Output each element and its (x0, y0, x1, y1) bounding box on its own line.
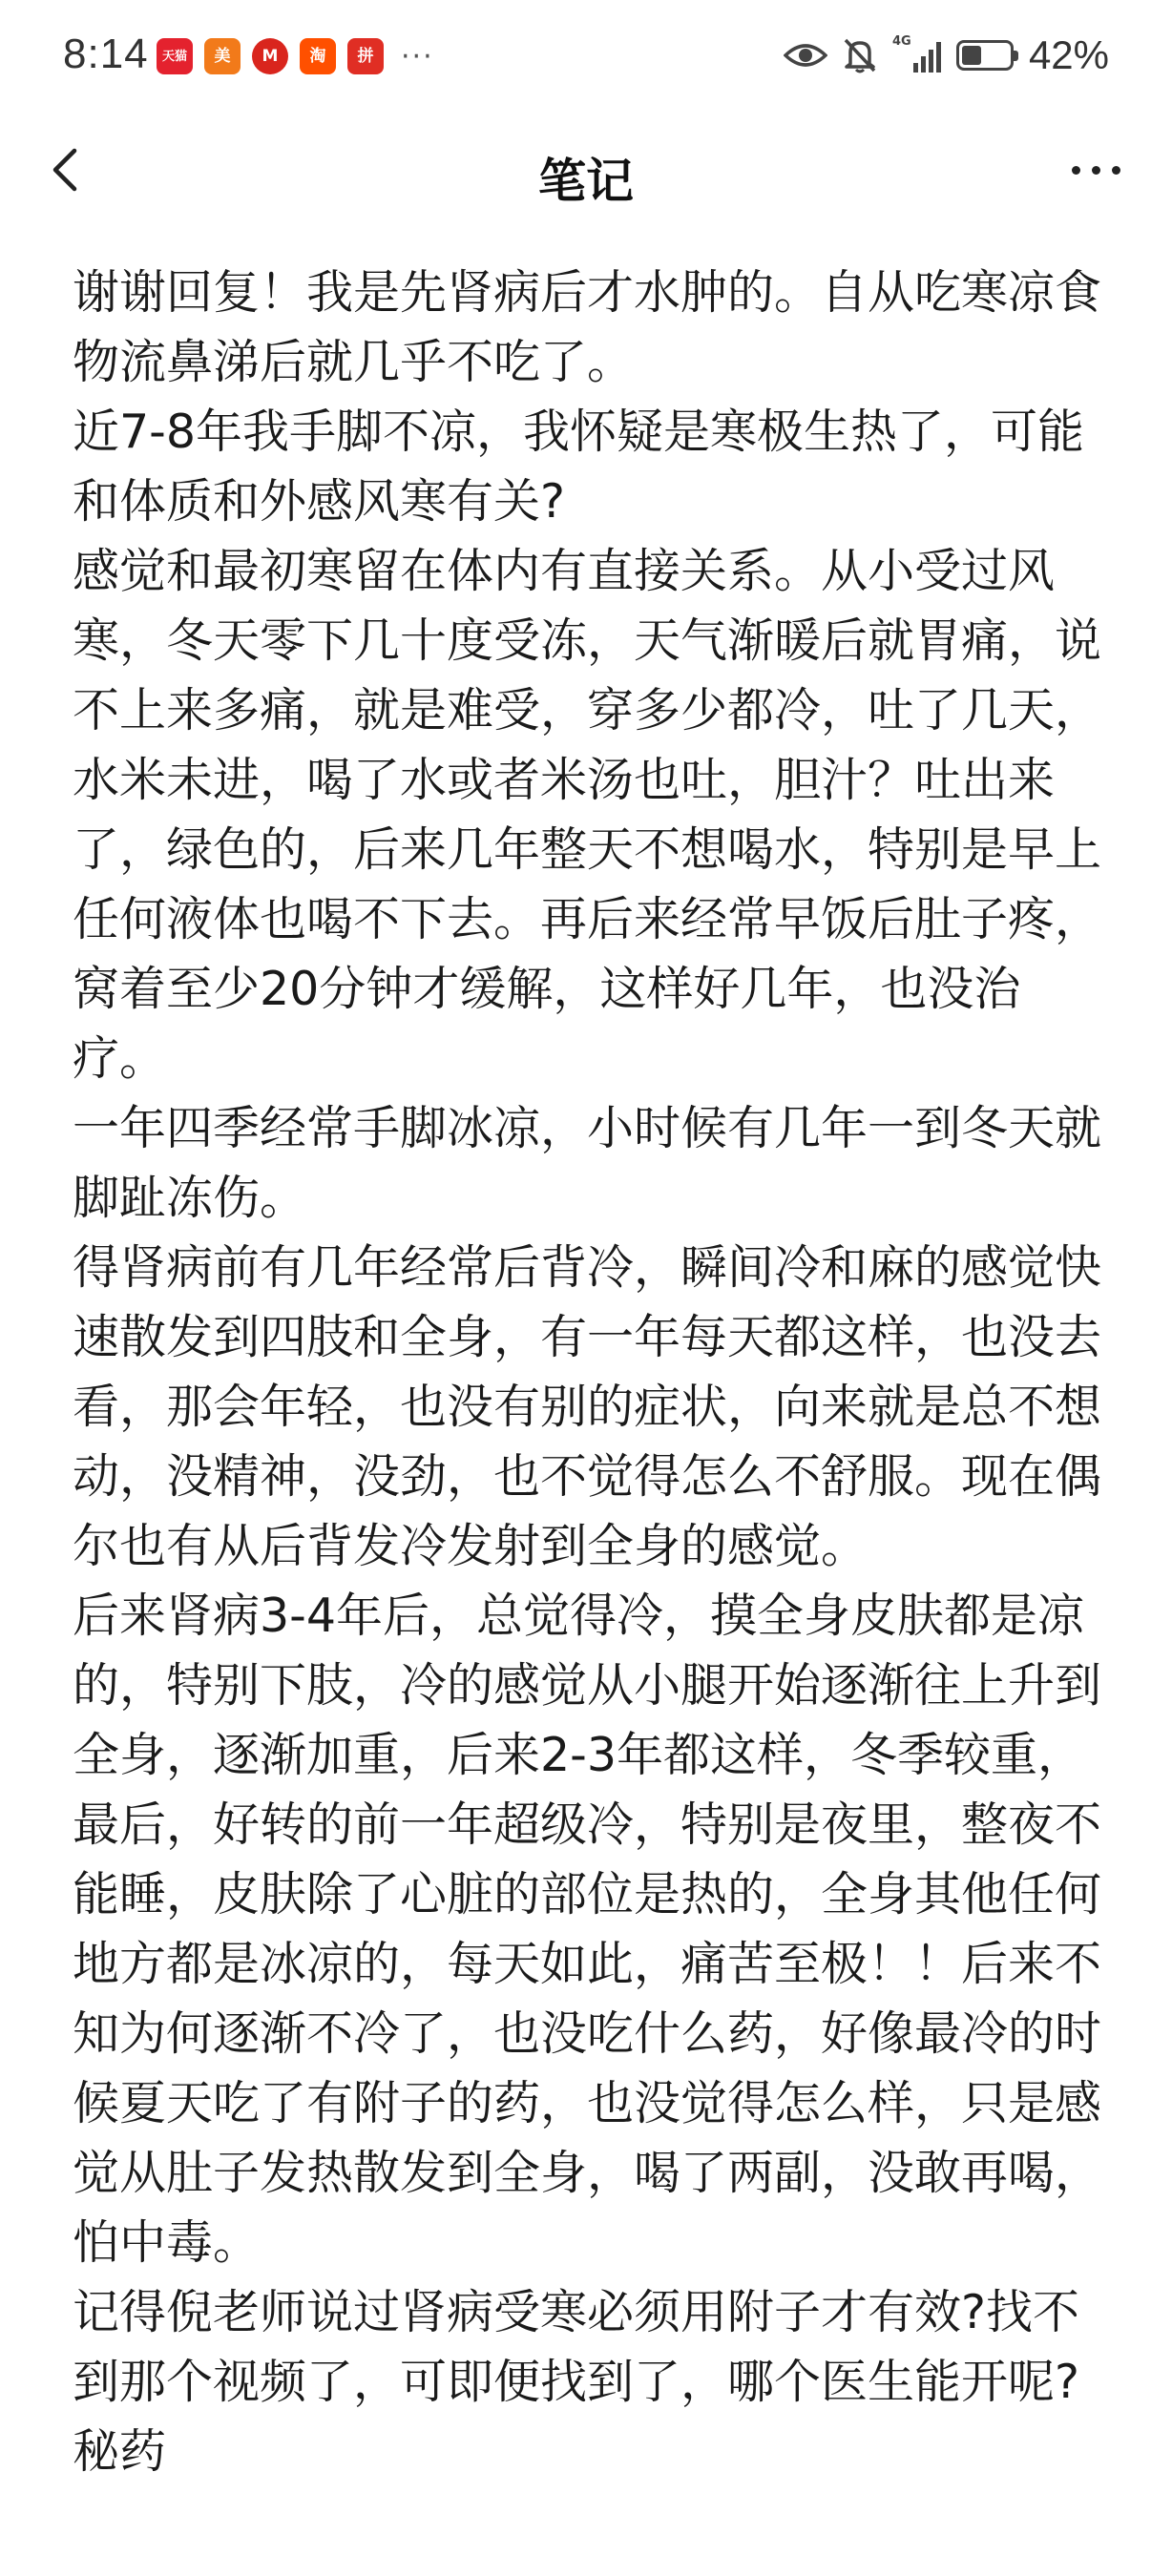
mcdonalds-app-icon: M (252, 38, 288, 74)
notification-app-icons (157, 38, 434, 74)
more-dot-icon (1072, 166, 1080, 175)
note-body[interactable] (73, 258, 1103, 2486)
mute-bell-icon (843, 37, 877, 73)
battery-percent: 42% (1028, 32, 1109, 77)
note-paragraph: 后来肾病3-4年后，总觉得冷，摸全身皮肤都是凉的，特别下肢，冷的感觉从小腿开始逐渐往上升到全身，逐渐加重，后来2-3年都这样，冬季较重，最后，好转的前一年超级冷，特别是夜里，整夜不能睡，皮肤除了心脏的部位是热的，全身其他任何地方都是冰凉的，每天如此，痛苦至极！！后来不知为何逐渐不冷了，也没吃什么药，好像最冷的时候夏天吃了有附子的药，也没觉得怎么样，只是感觉从肚子发热散发到全身，喝了两副，没敢再喝，怕中毒。 (73, 1589, 1102, 2270)
battery-level-fill (962, 46, 981, 65)
top-navigation-bar (0, 114, 1172, 229)
more-notifications-indicator: ··· (401, 39, 434, 73)
note-paragraph: 一年四季经常手脚冰凉，小时候有几年一到冬天就脚趾冻伤。 (73, 1101, 1102, 1225)
taobao-app-icon: 淘 (300, 38, 336, 74)
battery-icon (956, 40, 1014, 71)
signal-4g-label: 4G (891, 34, 911, 49)
pinduoduo-app-icon: 拼 (347, 38, 384, 74)
note-paragraph: 谢谢回复！我是先肾病后才水肿的。自从吃寒凉食物流鼻涕后就几乎不吃了。 (73, 265, 1102, 389)
more-dot-icon (1112, 166, 1120, 175)
more-dot-icon (1092, 166, 1100, 175)
eye-icon (784, 41, 827, 70)
status-bar (0, 0, 1172, 114)
meituan-app-icon: 美 (204, 38, 241, 74)
note-paragraph: 得肾病前有几年经常后背冷，瞬间冷和麻的感觉快速散发到四肢和全身，有一年每天都这样，也没去看，那会年轻，也没有别的症状，向来就是总不想动，没精神，没劲，也不觉得怎么不舒服。现在偶尔也有从后背发冷发射到全身的感觉。 (73, 1240, 1102, 1573)
page-title: 笔记 (538, 154, 634, 209)
signal-4g-icon (891, 34, 941, 73)
note-paragraph: 近7-8年我手脚不凉，我怀疑是寒极生热了，可能和体质和外感风寒有关? (73, 405, 1085, 529)
more-options-button[interactable] (1057, 139, 1134, 200)
note-paragraph: 记得倪老师说过肾病受寒必须用附子才有效?找不到那个视频了，可即便找到了，哪个医生能开呢? 秘药 (73, 2285, 1080, 2479)
status-time: 8:14 (63, 31, 149, 77)
note-paragraph: 感觉和最初寒留在体内有直接关系。从小受过风寒，冬天零下几十度受冻，天气渐暖后就胃痛，说不上来多痛，就是难受，穿多少都冷，吐了几天，水米未进，喝了水或者米汤也吐，胆汁？吐出来了，绿色的，后来几年整天不想喝水，特别是早上任何液体也喝不下去。再后来经常早饭后肚子疼，窝着至少20分钟才缓解，这样好几年，也没治疗。 (73, 544, 1102, 1086)
tmall-app-icon: 天猫 (157, 38, 193, 74)
status-right-group (784, 32, 1109, 78)
